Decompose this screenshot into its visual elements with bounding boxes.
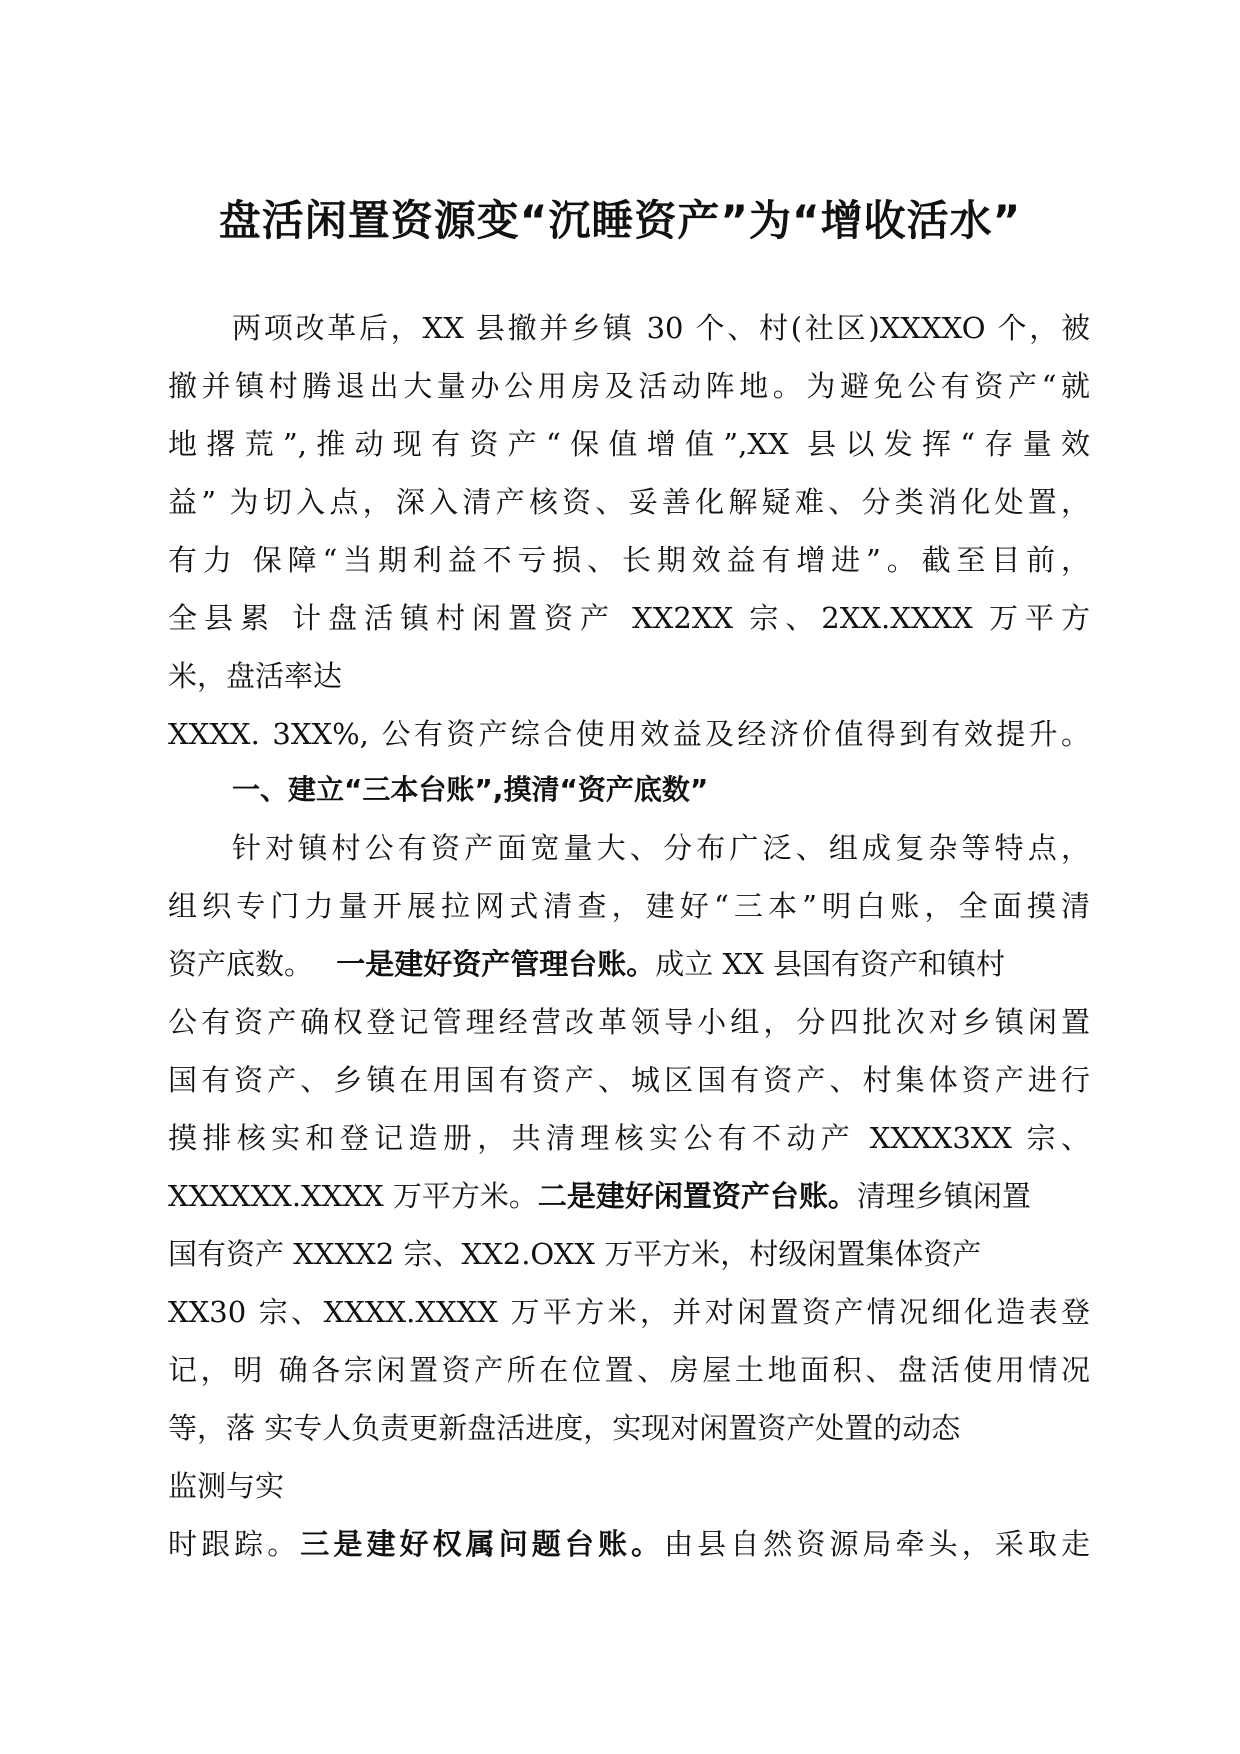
- paragraph-line: XX30 宗、XXXX.XXXX 万平方米，并对闲置资产情况细化造表登: [168, 1295, 1090, 1329]
- paragraph-line: 两项改革后，XX 县撤并乡镇 30 个、村(社区)XXXXO 个，被: [232, 311, 1090, 345]
- paragraph-line: 全县累 计盘活镇村闲置资产 XX2XX 宗、2XX.XXXX 万平方: [168, 601, 1090, 635]
- line-text: 时跟踪。: [168, 1527, 301, 1561]
- paragraph-line: [168, 944, 1005, 984]
- line-text: 成立 XX 县国有资产和镇村: [655, 947, 1005, 981]
- section-heading: 一、建立“三本台账”,摸清“资产底数”: [232, 773, 709, 806]
- line-text: 资产底数。: [168, 947, 314, 981]
- paragraph-line: 公有资产确权登记管理经营改革领导小组，分四批次对乡镇闲置: [168, 1005, 1090, 1039]
- paragraph-line: 记，明 确各宗闲置资产所在位置、房屋土地面积、盘活使用情况: [168, 1353, 1090, 1387]
- bold-lead-in: 三是建好权属问题台账。: [300, 1527, 665, 1561]
- bold-lead-in: 一是建好资产管理台账。: [336, 947, 656, 981]
- paragraph-line: 米，盘活率达: [168, 659, 343, 693]
- paragraph-line: 组织专门力量开展拉网式清查，建好“三本”明白账，全面摸清: [168, 889, 1090, 923]
- paragraph-line: 等，落 实专人负责更新盘活进度，实现对闲置资产处置的动态: [168, 1411, 961, 1445]
- line-text: 由县自然资源局牵头，采取走: [664, 1527, 1090, 1561]
- paragraph-line: 国有资产 XXXX2 宗、XX2.OXX 万平方米，村级闲置集体资产: [168, 1237, 982, 1271]
- paragraph-line: 国有资产、乡镇在用国有资产、城区国有资产、村集体资产进行: [168, 1063, 1090, 1097]
- paragraph-line: [168, 1176, 1031, 1216]
- paragraph-line: [168, 1524, 1090, 1564]
- paragraph-line: 益” 为切入点，深入清产核资、妥善化解疑难、分类消化处置，: [168, 485, 1090, 519]
- paragraph-line: 撤并镇村腾退出大量办公用房及活动阵地。为避免公有资产“就: [168, 369, 1090, 403]
- line-text: 清理乡镇闲置: [856, 1179, 1031, 1213]
- document-title: 盘活闲置资源变“沉睡资产”为“增收活水”: [218, 196, 1022, 245]
- paragraph-line: 摸排核实和登记造册，共清理核实公有不动产 XXXX3XX 宗、: [168, 1121, 1090, 1155]
- paragraph-line: 地撂荒”,推动现有资产“保值增值”,XX 县以发挥“存量效: [168, 427, 1090, 461]
- bold-lead-in: 二是建好闲置资产台账。: [537, 1179, 857, 1213]
- paragraph-line: 有力 保障“当期利益不亏损、长期效益有增进”。截至目前，: [168, 543, 1090, 577]
- paragraph-line: XXXX. 3XX%, 公有资产综合使用效益及经济价值得到有效提升。: [168, 717, 1090, 751]
- paragraph-line: 针对镇村公有资产面宽量大、分布广泛、组成复杂等特点，: [232, 831, 1090, 865]
- line-text: XXXXXX.XXXX 万平方米。: [168, 1179, 538, 1213]
- paragraph-line: 监测与实: [168, 1469, 285, 1503]
